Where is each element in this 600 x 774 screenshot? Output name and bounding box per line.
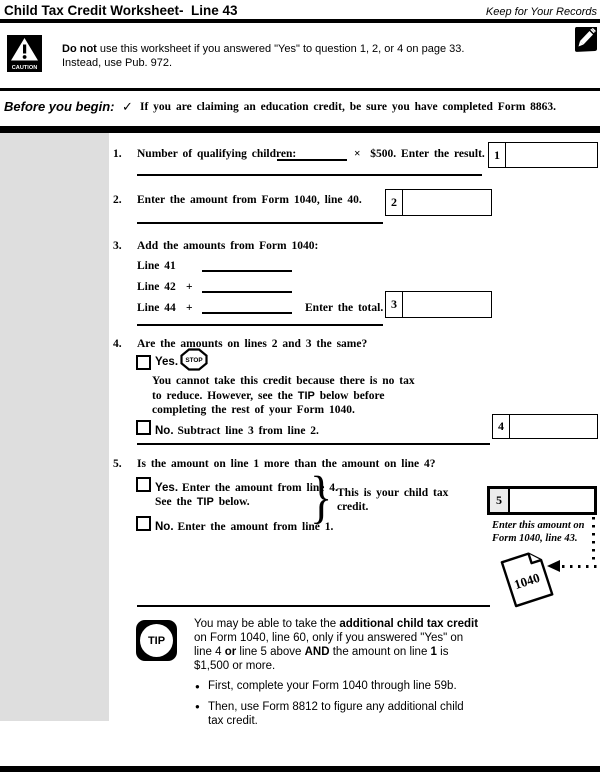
step4-para-line2a: to reduce. However, see the <box>152 389 298 402</box>
step5-tip-ref: TIP <box>196 496 214 508</box>
step2-text: Enter the amount from Form 1040, line 40. <box>137 194 362 206</box>
step3-rule <box>137 324 383 326</box>
step5-yes-label: Yes. <box>155 482 179 494</box>
amount-box-1-label: 1 <box>489 143 506 167</box>
step4-number: 4. <box>113 338 122 350</box>
step5-see-tip-b: below. <box>213 496 250 508</box>
tip-bullet2-line1: Then, use Form 8812 to figure any additional child <box>208 701 464 713</box>
step2-rule <box>137 222 383 224</box>
amount-box-3 <box>385 291 492 318</box>
step1-number: 1. <box>113 148 122 160</box>
step4-no-label: No. <box>155 425 174 437</box>
step3-row2-plus: + <box>186 281 193 293</box>
step3-number: 3. <box>113 240 122 252</box>
step4-yes-label: Yes. <box>155 356 179 368</box>
amount-box-2-label: 2 <box>386 190 403 215</box>
tip-text-bold: AND <box>304 646 330 658</box>
step4-question: Are the amounts on lines 2 and 3 the same? <box>137 338 368 350</box>
step3-row3-label: Line 44 <box>137 302 176 314</box>
tip-bullet2-text <box>208 700 464 728</box>
caution-icon <box>7 35 42 72</box>
stop-icon <box>180 348 208 371</box>
enter-amount-note-line1: Enter this amount on <box>492 520 585 531</box>
left-margin-shade <box>0 133 109 721</box>
step4-no-checkbox[interactable] <box>136 420 151 435</box>
before-begin-label: Before you begin: <box>4 99 115 114</box>
amount-box-4-entry[interactable] <box>510 415 597 438</box>
form-1040-icon-label: 1040 <box>512 569 542 593</box>
bullet-icon: ● <box>195 682 200 691</box>
caution-text-line2: Instead, use Pub. 972. <box>62 57 173 69</box>
before-begin-text: If you are claiming an education credit, be sure you have completed Form 8863. <box>140 101 557 113</box>
amount-box-1 <box>488 142 598 168</box>
section-top-bar <box>0 126 600 133</box>
check-mark-icon: ✓ <box>122 99 133 114</box>
step5-no-text: Enter the amount from line 1. <box>177 521 334 533</box>
tip-text-segment: is <box>436 646 449 658</box>
amount-box-4-label: 4 <box>493 415 510 438</box>
step4-yes-paragraph <box>152 374 415 418</box>
step3-row3-blank[interactable] <box>202 300 292 314</box>
dotted-connector-horizontal <box>562 565 598 568</box>
tip-text-segment: $1,500 or more. <box>194 660 276 672</box>
bullet-icon: ● <box>195 702 200 711</box>
step3-row1-blank[interactable] <box>202 258 292 272</box>
step5-see-tip-a: See the <box>155 496 197 508</box>
step5-no-label: No. <box>155 521 174 533</box>
step2-number: 2. <box>113 194 122 206</box>
dotted-connector-vertical <box>592 517 595 563</box>
step4-no-line <box>155 421 319 439</box>
page-title: Child Tax Credit Worksheet- Line 43 <box>4 3 238 18</box>
amount-box-4 <box>492 414 598 439</box>
step3-row2-label: Line 42 <box>137 281 176 293</box>
caution-divider <box>0 88 600 91</box>
amount-box-3-entry[interactable] <box>403 292 491 317</box>
caution-icon-label: CAUTION <box>11 65 38 71</box>
caution-text-bold: Do not <box>62 43 97 55</box>
step4-para-tip-ref: TIP <box>297 389 315 402</box>
amount-box-1-entry[interactable] <box>506 143 597 167</box>
tip-icon-label: TIP <box>147 634 166 647</box>
tip-icon <box>136 620 177 661</box>
enter-amount-note <box>492 519 585 545</box>
step5-question: Is the amount on line 1 more than the amount on line 4? <box>137 458 436 470</box>
tip-bullet1-text: First, complete your Form 1040 through line 59b. <box>208 680 457 692</box>
stop-icon-label: STOP <box>185 357 203 364</box>
step3-row2-blank[interactable] <box>202 279 292 293</box>
step5-no-line <box>155 517 333 535</box>
step1-text: Number of qualifying children: <box>137 148 297 160</box>
brace-glyph: } <box>310 464 333 529</box>
form-1040-icon <box>490 543 566 609</box>
caution-text <box>62 42 464 70</box>
tip-rule <box>137 605 490 607</box>
step1-entry-blank[interactable] <box>277 147 347 161</box>
amount-box-5-entry[interactable] <box>510 489 594 512</box>
step1-text-after: × $500. Enter the result. <box>354 148 485 160</box>
step3-total-label: Enter the total. <box>305 302 384 314</box>
amount-box-5-label: 5 <box>490 489 510 512</box>
amount-box-5 <box>487 486 597 515</box>
bottom-bar <box>0 766 600 772</box>
step5-number: 5. <box>113 458 122 470</box>
tip-text-segment: line 5 above <box>236 646 305 658</box>
enter-amount-note-line2: Form 1040, line 43. <box>492 533 578 544</box>
header-divider <box>0 19 600 23</box>
child-tax-credit-result-line2: credit. <box>337 501 369 513</box>
tip-text-segment: on Form 1040, line 60, only if you answered "Yes" on <box>194 632 464 644</box>
tip-bullet2-line2: tax credit. <box>208 715 258 727</box>
step4-yes-checkbox[interactable] <box>136 355 151 370</box>
tip-text-bold: additional child tax credit <box>339 618 479 630</box>
step3-text: Add the amounts from Form 1040: <box>137 240 319 252</box>
step4-rule <box>137 443 490 445</box>
step4-para-line1: You cannot take this credit because there is no tax <box>152 375 415 387</box>
tip-text-bold: or <box>224 646 237 658</box>
step5-yes-checkbox[interactable] <box>136 477 151 492</box>
step5-no-checkbox[interactable] <box>136 516 151 531</box>
step4-no-text: Subtract line 3 from line 2. <box>177 425 319 437</box>
step5-yes-text: Enter the amount from line 4. <box>182 482 338 494</box>
tip-paragraph <box>194 617 514 673</box>
pencil-icon <box>575 27 597 52</box>
child-tax-credit-result-line1: This is your child tax <box>337 487 449 499</box>
step3-row3-plus: + <box>186 302 193 314</box>
amount-box-2-entry[interactable] <box>403 190 491 215</box>
step1-rule <box>137 174 482 176</box>
step5-yes-line2 <box>155 492 250 510</box>
tip-text-segment: the amount on line <box>329 646 431 658</box>
step4-para-line3: completing the rest of your Form 1040. <box>152 404 355 416</box>
keep-for-records-label: Keep for Your Records <box>485 6 597 18</box>
amount-box-3-label: 3 <box>386 292 403 317</box>
step3-row1-label: Line 41 <box>137 260 176 272</box>
caution-text-rest: use this worksheet if you answered "Yes" to question 1, 2, or 4 on page 33. <box>96 43 465 55</box>
tip-text-segment: line 4 <box>194 646 225 658</box>
tip-text-segment: You may be able to take the <box>194 618 340 630</box>
step4-para-line2b: below before <box>314 389 385 402</box>
tip-text-bold: 1 <box>430 646 437 658</box>
amount-box-2 <box>385 189 492 216</box>
